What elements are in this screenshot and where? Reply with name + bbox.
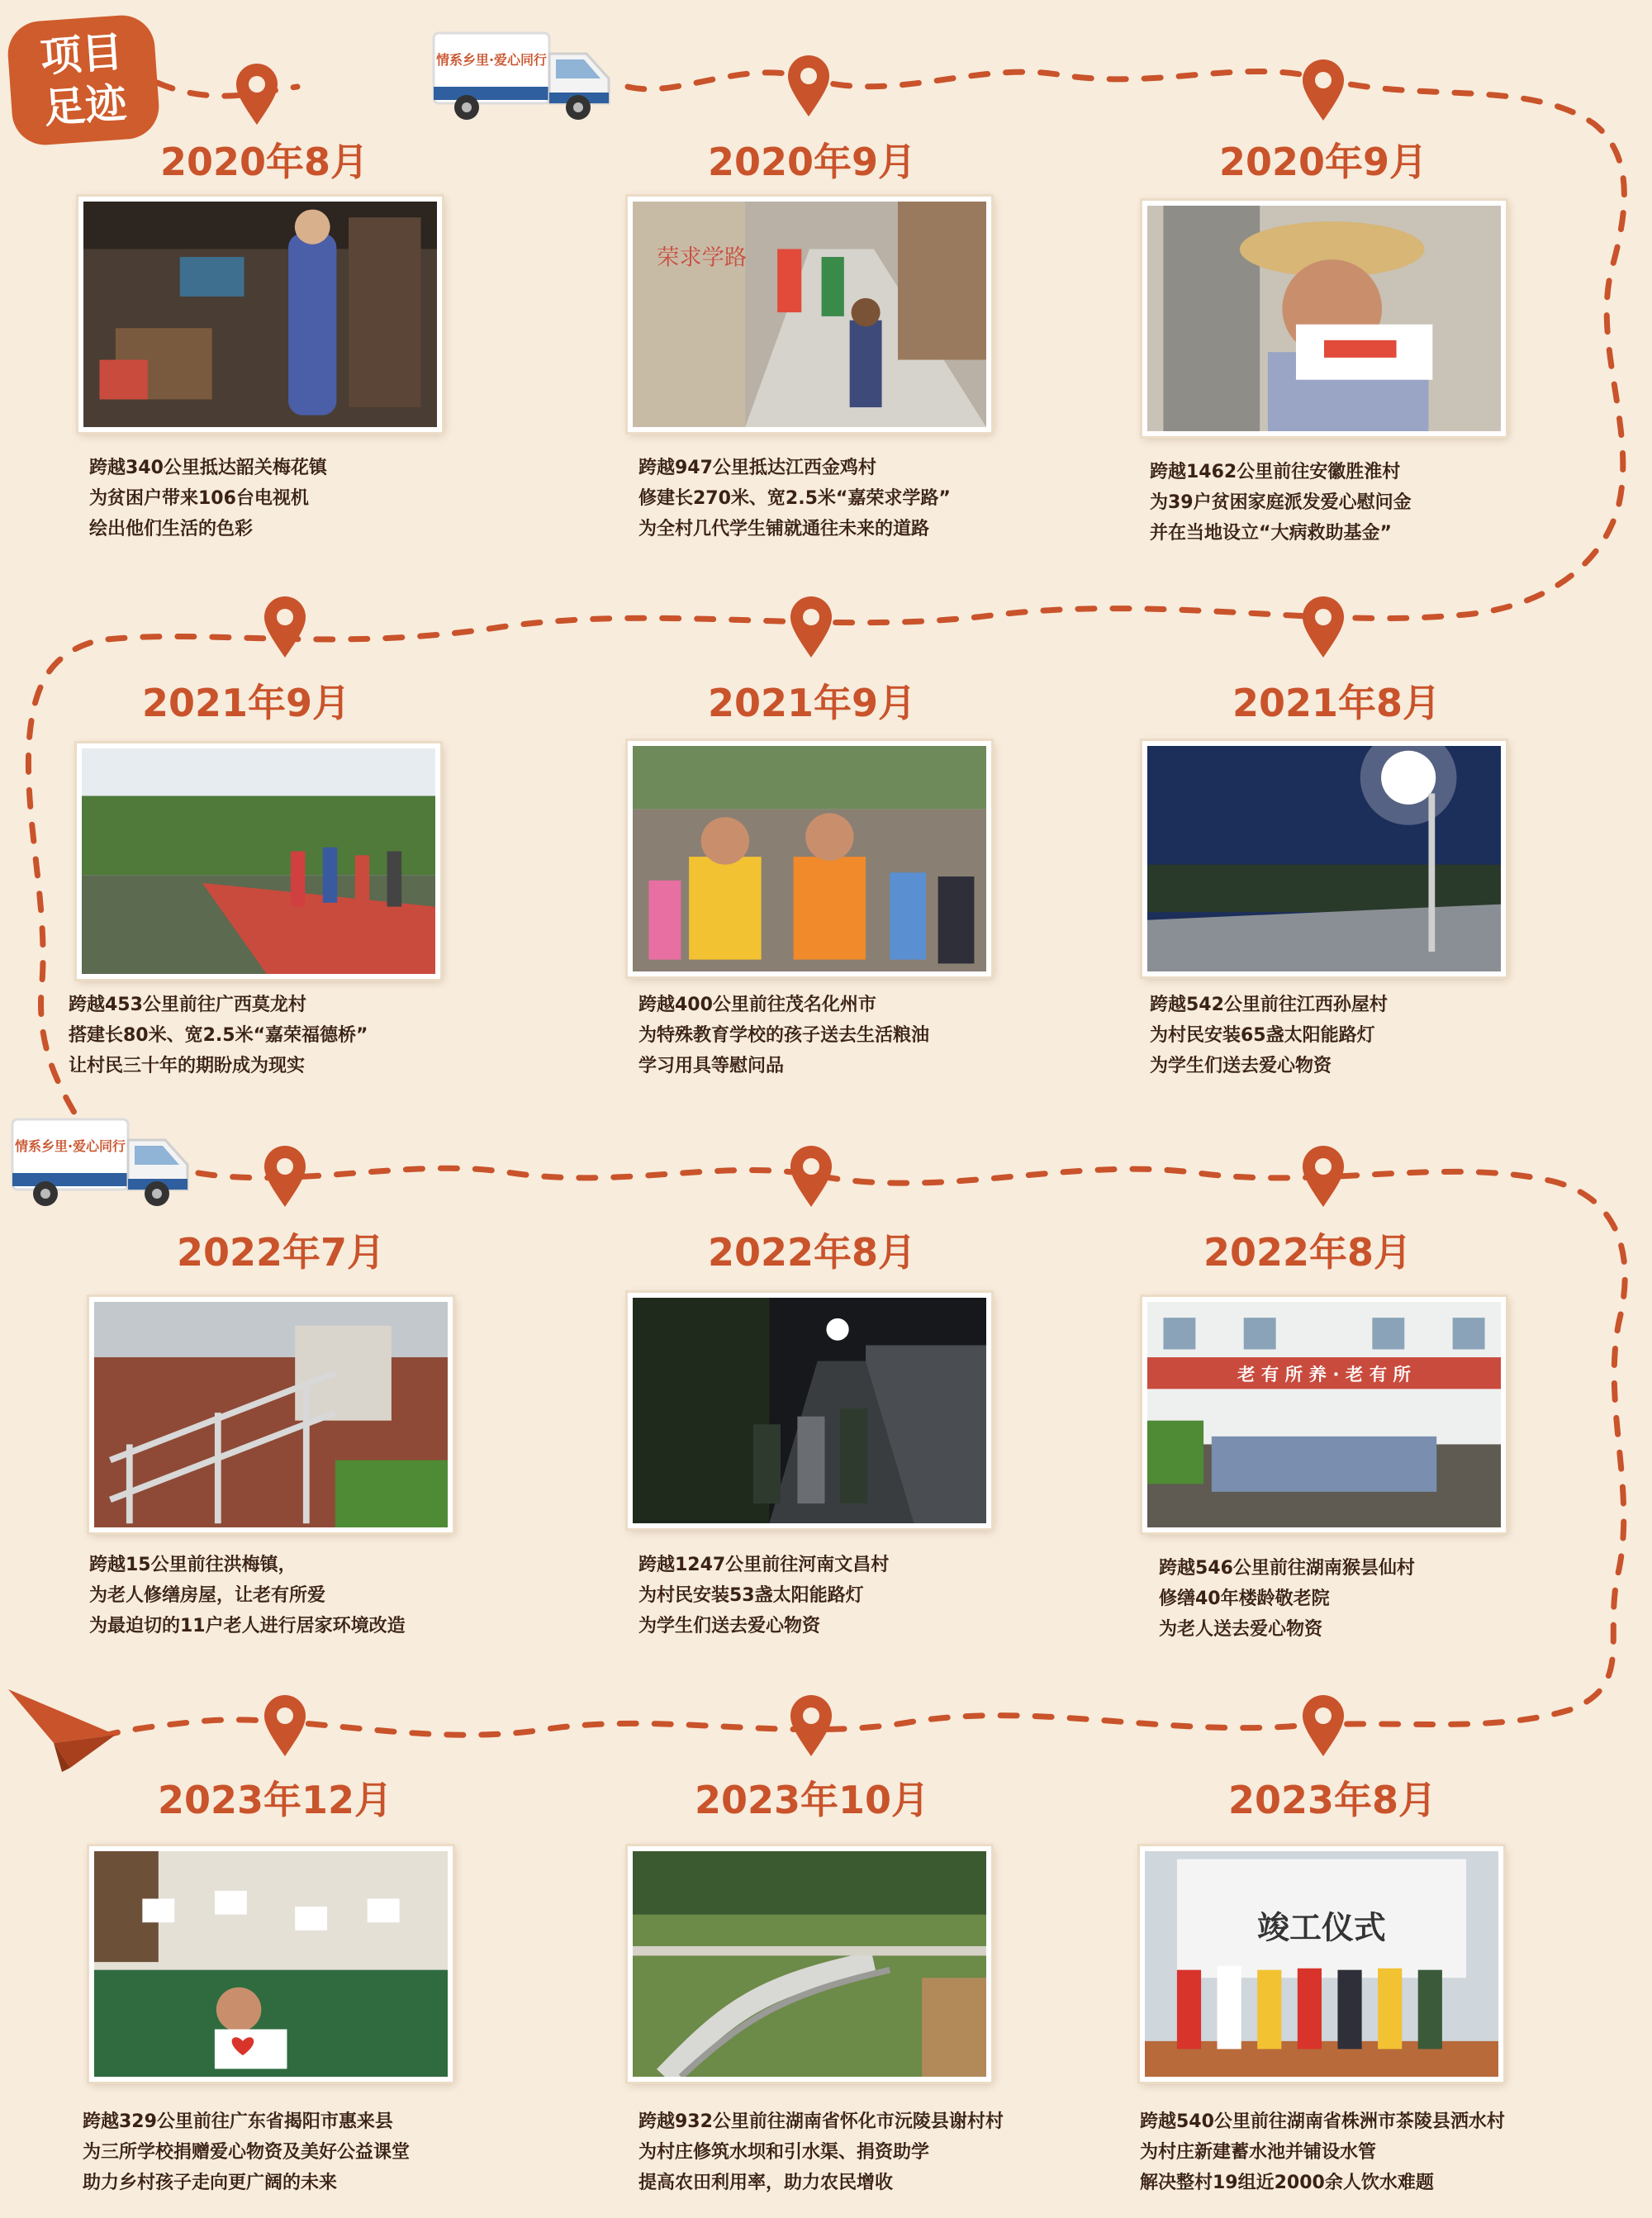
milestone-date: 2020年8月 [159, 140, 369, 184]
description-line: 为村庄修筑水坝和引水渠、捐资助学 [638, 2142, 930, 2163]
milestone-description [638, 990, 1101, 1081]
description-line: 跨越15公里前往洪梅镇， [89, 1555, 297, 1575]
milestone-description [89, 1550, 552, 1641]
milestone-description [1150, 457, 1612, 549]
truck-logo-text: 情系乡里·爱心同行 [435, 52, 548, 68]
photo-sign-text: 竣工仪式 [1257, 1909, 1386, 1947]
description-line: 为村庄新建蓄水池并铺设水管 [1140, 2142, 1377, 2163]
milestone-photo [1142, 201, 1506, 436]
location-pin-icon [1300, 1144, 1346, 1209]
description-line: 为老人修缮房屋，让老有所爱 [89, 1585, 326, 1606]
description-line: 提高农田利用率，助力农民增收 [638, 2173, 894, 2193]
milestone-description [1150, 990, 1612, 1081]
milestone-date: 2021年9月 [707, 681, 917, 725]
badge-line-2: 足迹 [42, 78, 129, 133]
truck-icon [425, 25, 615, 128]
description-line: 让村民三十年的期盼成为现实 [69, 1056, 306, 1076]
description-line: 为三所学校捐赠爱心物资及美好公益课堂 [83, 2142, 411, 2163]
milestone-description [638, 1550, 1101, 1641]
milestone-date: 2020年9月 [707, 140, 917, 184]
milestone-description [69, 990, 531, 1081]
milestone-description [638, 453, 1101, 544]
paper-plane-icon [4, 1685, 120, 1776]
milestone-photo [628, 1293, 991, 1528]
location-pin-icon [234, 62, 280, 126]
description-line: 为老人送去爱心物资 [1159, 1619, 1323, 1640]
milestone-date: 2020年9月 [1218, 140, 1428, 184]
milestone-date: 2021年8月 [1232, 681, 1441, 725]
description-line: 修建长270米、宽2.5米“嘉荣求学路” [638, 488, 951, 509]
milestone-photo [628, 197, 991, 432]
milestone-description [1159, 1553, 1621, 1645]
description-line: 为村民安装53盏太阳能路灯 [638, 1585, 864, 1606]
location-pin-icon [262, 1144, 308, 1209]
location-pin-icon [1300, 595, 1346, 659]
description-line: 跨越932公里前往湖南省怀化市沅陵县谢村村 [638, 2111, 1004, 2132]
location-pin-icon [786, 54, 832, 118]
description-line: 解决整村19组近2000余人饮水难题 [1140, 2173, 1434, 2193]
milestone-description [1140, 2106, 1602, 2198]
location-pin-icon [788, 1144, 834, 1209]
description-line: 跨越329公里前往广东省揭阳市惠来县 [83, 2111, 393, 2132]
description-line: 为村民安装65盏太阳能路灯 [1150, 1025, 1375, 1046]
milestone-photo [1142, 741, 1506, 976]
milestone-photo [89, 1297, 453, 1532]
truck-logo-text: 情系乡里·爱心同行 [14, 1138, 126, 1154]
milestone-photo [78, 197, 442, 432]
truck-icon [4, 1111, 194, 1214]
description-line: 跨越542公里前往江西孙屋村 [1150, 995, 1388, 1015]
milestone-photo [628, 741, 991, 976]
milestone-date: 2023年8月 [1227, 1778, 1437, 1822]
description-line: 绘出他们生活的色彩 [89, 519, 254, 539]
description-line: 为39户贫困家庭派发爱心慰问金 [1150, 492, 1412, 513]
location-pin-icon [1300, 1693, 1346, 1758]
milestone-photo [628, 1846, 991, 2082]
description-line: 跨越540公里前往湖南省株洲市茶陵县洒水村 [1140, 2111, 1505, 2132]
description-line: 跨越340公里抵达韶关梅花镇 [89, 458, 327, 478]
milestone-date: 2023年12月 [157, 1778, 393, 1822]
milestone-description [638, 2106, 1101, 2198]
description-line: 并在当地设立“大病救助基金” [1150, 523, 1392, 544]
photo-sign-text: 老 有 所 养 · 老 有 所 [1237, 1364, 1411, 1385]
description-line: 修缮40年楼龄敬老院 [1159, 1589, 1330, 1609]
milestone-date: 2021年9月 [141, 681, 351, 725]
milestone-photo [1142, 1297, 1506, 1532]
location-pin-icon [262, 595, 308, 659]
milestone-date: 2022年8月 [707, 1230, 917, 1275]
description-line: 为贫困户带来106台电视机 [89, 488, 309, 509]
description-line: 为全村几代学生铺就通往未来的道路 [638, 519, 930, 539]
description-line: 跨越453公里前往广西莫龙村 [69, 995, 306, 1015]
badge-line-1: 项目 [38, 26, 125, 82]
description-line: 学习用具等慰问品 [638, 1056, 785, 1076]
description-line: 跨越947公里抵达江西金鸡村 [638, 458, 876, 478]
location-pin-icon [788, 595, 834, 659]
milestone-photo [77, 743, 440, 979]
location-pin-icon [788, 1693, 834, 1758]
milestone-description [89, 453, 552, 544]
description-line: 跨越1247公里前往河南文昌村 [638, 1555, 890, 1575]
svg-text:荣求学路: 荣求学路 [657, 245, 748, 271]
milestone-date: 2022年8月 [1203, 1230, 1412, 1275]
description-line: 跨越400公里前往茂名化州市 [638, 995, 876, 1015]
description-line: 为学生们送去爱心物资 [1150, 1056, 1332, 1076]
location-pin-icon [1300, 58, 1346, 122]
milestone-date: 2022年7月 [176, 1230, 386, 1275]
location-pin-icon [262, 1693, 308, 1758]
project-footprint-badge [6, 13, 161, 147]
description-line: 为最迫切的11户老人进行居家环境改造 [89, 1616, 406, 1636]
description-line: 搭建长80米、宽2.5米“嘉荣福德桥” [69, 1025, 368, 1046]
description-line: 为特殊教育学校的孩子送去生活粮油 [638, 1025, 930, 1046]
description-line: 跨越1462公里前往安徽胜淮村 [1150, 462, 1401, 482]
milestone-photo [1140, 1846, 1503, 2082]
milestone-date: 2023年10月 [694, 1778, 930, 1822]
milestone-photo [89, 1846, 453, 2082]
description-line: 为学生们送去爱心物资 [638, 1616, 821, 1636]
description-line: 跨越546公里前往湖南猴昙仙村 [1159, 1558, 1415, 1579]
milestone-description [83, 2106, 545, 2198]
description-line: 助力乡村孩子走向更广阔的未来 [83, 2173, 338, 2193]
